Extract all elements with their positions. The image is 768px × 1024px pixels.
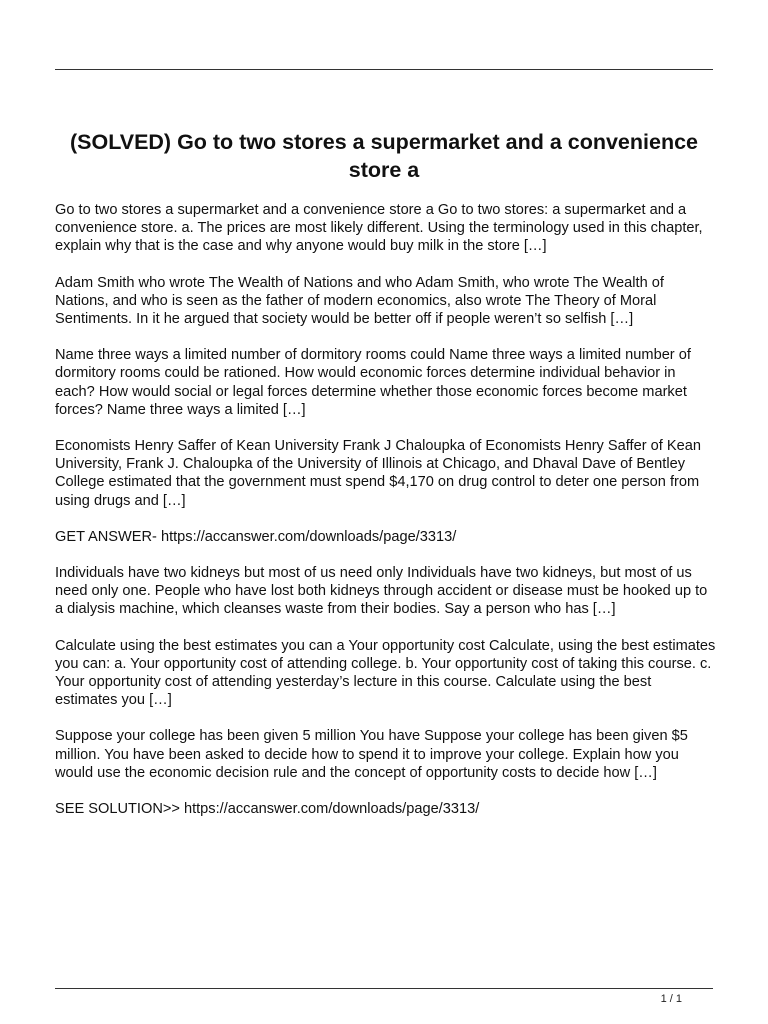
paragraph-drug-control: Economists Henry Saffer of Kean University Frank J Chaloupka of Economists Henry Saffer of Kean University, Frank J. Chaloupka of the University of Illinois at Chicago, and Dhaval Dave of Bentley College estimated that the government must spend $4,170 on drug control to deter one person from using drugs and […]: [55, 438, 701, 509]
paragraph-supermarket: Go to two stores a supermarket and a convenience store a Go to two stores: a supermarket and a convenience store. a. The prices are most likely different. Using the terminology used in this chapter, explain why that is the case and why anyone would buy milk in the store […]: [55, 202, 703, 255]
page-number: 1 / 1: [660, 993, 682, 1005]
paragraph-opportunity-cost: Calculate using the best estimates you can a Your opportunity cost Calculate, using the best estimates you can: a. Your opportunity cost of attending college. b. Your opportunity cost of taking this course. c. Your opportunity cost of attending yesterday’s lecture in this course. Calculate using the best estimates you […]: [55, 637, 716, 709]
paragraph-kidneys: Individuals have two kidneys but most of us need only Individuals have two kidneys, but most of us need only one. People who have lost both kidneys through accident or disease must be hooked up to a dialysis machine, which cleanses waste from their bodies. Say a person who has […]: [55, 565, 708, 618]
document-title: (SOLVED) Go to two stores a supermarket and a convenience store a: [69, 130, 699, 182]
footer-divider: [55, 988, 713, 989]
paragraph-college-funds: Suppose your college has been given 5 million You have Suppose your college has been given $5 million. You have been asked to decide how to spend it to improve your college. Explain how you would use the economic decision rule and the concept of opportunity costs to decide how […]: [55, 728, 688, 781]
get-answer-link[interactable]: GET ANSWER- https://accanswer.com/downloads/page/3313/: [55, 528, 457, 545]
header-divider: [55, 69, 713, 70]
see-solution-link[interactable]: SEE SOLUTION>> https://accanswer.com/downloads/page/3313/: [55, 801, 480, 818]
document-body: [55, 201, 717, 836]
paragraph-dormitory-rooms: Name three ways a limited number of dormitory rooms could Name three ways a limited number of dormitory rooms could be rationed. How would economic forces determine individual behavior in each? How would social or legal forces determine whether those economic forces become market forces? Name three ways a limited […]: [55, 347, 691, 418]
paragraph-adam-smith: Adam Smith who wrote The Wealth of Nations and who Adam Smith, who wrote The Wealth of Nations, and who is seen as the father of modern economics, also wrote The Theory of Moral Sentiments. In it he argued that society would be better off if people weren’t so selfish […]: [55, 274, 664, 328]
